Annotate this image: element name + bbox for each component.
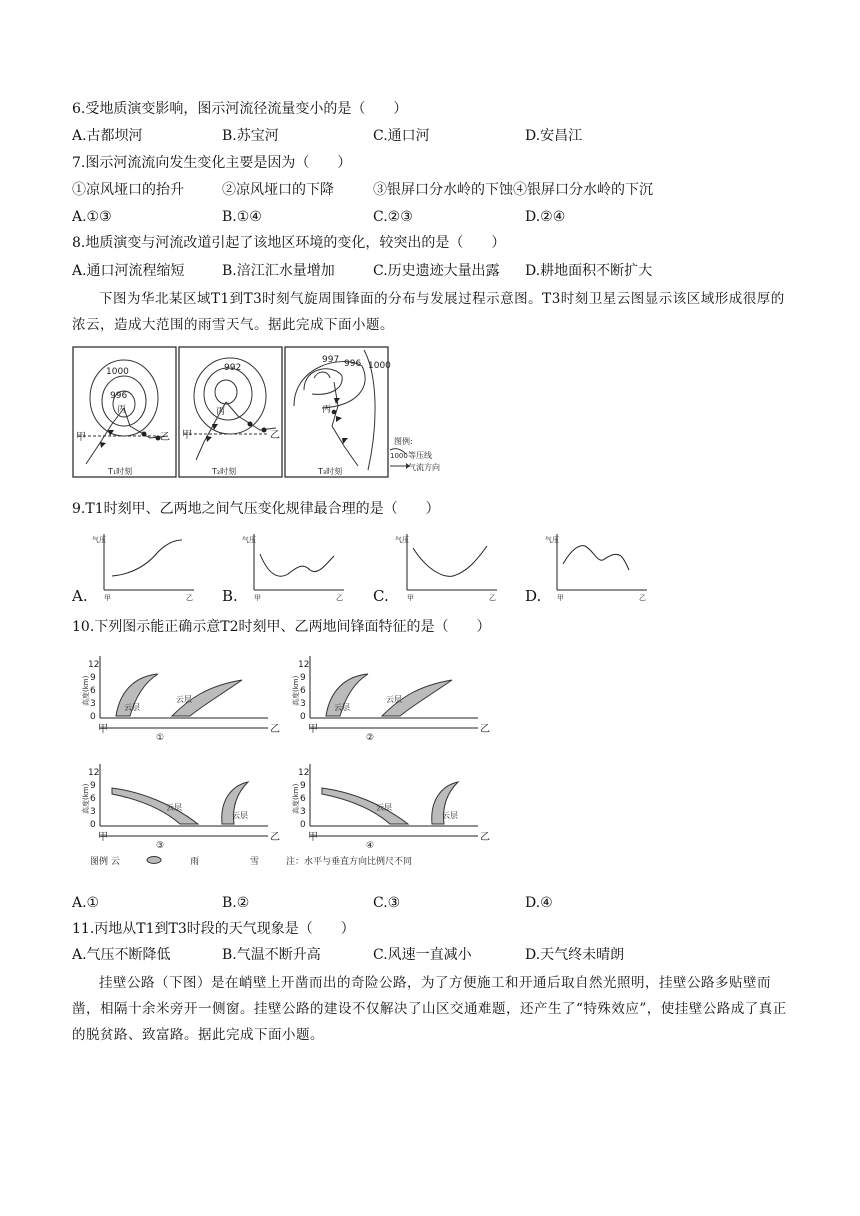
q8-stem: 8.地质演变与河流改道引起了该地区环境的变化，较突出的是（ ） — [72, 235, 506, 251]
place-label: 丙 — [216, 407, 226, 417]
svg-text:云层: 云层 — [124, 703, 140, 712]
svg-text:②: ② — [366, 733, 375, 743]
place-label: 乙 — [160, 432, 170, 443]
svg-text:云层: 云层 — [376, 803, 392, 812]
svg-text:乙: 乙 — [639, 594, 646, 602]
svg-text:③: ③ — [156, 841, 165, 851]
svg-text:0: 0 — [90, 820, 96, 830]
legend-wind: 气流方向 — [408, 463, 440, 472]
svg-text:云层: 云层 — [166, 803, 182, 812]
q9-option-a: A. — [72, 587, 88, 605]
q10-legend-rain: 雨 — [190, 857, 200, 867]
q9-option-b: B. — [222, 587, 238, 605]
svg-text:6: 6 — [90, 686, 96, 696]
legend-isobar-value: 1000 — [390, 452, 408, 460]
isobar-label: 1000 — [368, 361, 391, 371]
q11-option-c: C.风速一直减小 — [373, 947, 472, 963]
svg-text:高度(km): 高度(km) — [82, 675, 90, 706]
panel-label: T₁时刻 — [108, 467, 133, 476]
svg-text:0: 0 — [300, 712, 306, 722]
svg-text:乙: 乙 — [270, 832, 280, 843]
q8-option-d: D.耕地面积不断扩大 — [525, 263, 653, 279]
q11-option-b: B.气温不断升高 — [222, 947, 321, 963]
q11-option-a: A.气压不断降低 — [72, 947, 171, 963]
place-label: 丙 — [322, 405, 332, 415]
q6-option-d: D.安昌江 — [525, 128, 583, 144]
svg-text:12: 12 — [298, 768, 310, 778]
svg-text:6: 6 — [300, 686, 306, 696]
q11-stem: 11.丙地从T1到T3时段的天气现象是（ ） — [72, 921, 355, 937]
svg-text:甲: 甲 — [308, 832, 318, 843]
svg-text:3: 3 — [300, 807, 306, 817]
svg-text:乙: 乙 — [480, 724, 490, 735]
q9-option-c: C. — [373, 587, 389, 605]
q10-option-b: B.② — [222, 895, 250, 911]
q7-statement-1: ①凉风垭口的抬升 — [72, 182, 184, 198]
svg-text:乙: 乙 — [186, 594, 193, 602]
legend-isobar: 等压线 — [408, 451, 432, 460]
svg-text:气压: 气压 — [545, 536, 559, 544]
q8-option-b: B.涪江汇水量增加 — [222, 263, 335, 279]
isobar-label: 992 — [224, 363, 242, 373]
q8-option-c: C.历史遗迹大量出露 — [373, 263, 500, 279]
svg-text:甲: 甲 — [98, 724, 108, 735]
svg-text:甲: 甲 — [254, 594, 261, 602]
svg-text:高度(km): 高度(km) — [292, 675, 300, 706]
q7-option-c: C.②③ — [373, 209, 413, 225]
pressure-graph-a — [90, 530, 200, 602]
svg-text:3: 3 — [90, 699, 96, 709]
svg-text:①: ① — [156, 733, 165, 743]
front-profile-figure — [72, 650, 490, 870]
svg-text:甲: 甲 — [407, 594, 414, 602]
isobar-label: 1000 — [106, 367, 129, 377]
svg-text:气压: 气压 — [242, 536, 256, 544]
svg-text:12: 12 — [298, 660, 310, 670]
isobar-label: 996 — [110, 391, 128, 401]
isobar-label: 996 — [344, 359, 362, 369]
q7-statement-3: ③银屏口分水岭的下蚀④银屏口分水岭的下沉 — [373, 182, 653, 198]
legend-title: 图例: — [394, 437, 413, 446]
pressure-graph-b — [240, 530, 350, 602]
panel-label: T₃时刻 — [318, 467, 343, 476]
place-label: 甲 — [76, 432, 86, 443]
q7-option-b: B.①④ — [222, 209, 262, 225]
passage-cliff-road: 挂壁公路（下图）是在峭壁上开凿而出的奇险公路，为了方便施工和开通后取自然光照明，挂壁公路多贴壁而凿，相隔十余米旁开一侧窗。挂壁公路的建设不仅解决了山区交通难题，还产生了“特殊效应”，使挂壁公路成了真正的脱贫路、致富路。据此完成下面小题。 — [72, 975, 787, 1043]
q7-statement-2: ②凉风垭口的下降 — [222, 182, 334, 198]
svg-text:9: 9 — [90, 673, 96, 683]
svg-text:甲: 甲 — [557, 594, 564, 602]
q6-stem: 6.受地质演变影响，图示河流径流量变小的是（ ） — [72, 101, 408, 117]
svg-text:④: ④ — [366, 841, 375, 851]
q7-stem: 7.图示河流流向发生变化主要是因为（ ） — [72, 155, 352, 171]
svg-text:12: 12 — [88, 660, 100, 670]
q9-stem: 9.T1时刻甲、乙两地之间气压变化规律最合理的是（ ） — [72, 501, 440, 517]
svg-text:乙: 乙 — [336, 594, 343, 602]
cyclone-front-figure — [72, 346, 440, 482]
svg-text:6: 6 — [90, 794, 96, 804]
q11-option-d: D.天气终未晴朗 — [525, 947, 625, 963]
pressure-graph-c — [393, 530, 503, 602]
q10-note: 注：水平与垂直方向比例尺不同 — [286, 857, 413, 867]
svg-text:乙: 乙 — [489, 594, 496, 602]
q10-stem: 10.下列图示能正确示意T2时刻甲、乙两地间锋面特征的是（ ） — [72, 619, 491, 635]
q6-option-c: C.通口河 — [373, 128, 430, 144]
isobar-label: 997 — [322, 355, 340, 365]
svg-text:0: 0 — [300, 820, 306, 830]
svg-text:3: 3 — [300, 699, 306, 709]
svg-text:高度(km): 高度(km) — [82, 783, 90, 814]
svg-text:云层: 云层 — [232, 811, 248, 820]
q6-option-b: B.苏宝河 — [222, 128, 279, 144]
q10-option-c: C.③ — [373, 895, 401, 911]
svg-text:甲: 甲 — [308, 724, 318, 735]
svg-text:乙: 乙 — [270, 724, 280, 735]
q7-option-d: D.②④ — [525, 209, 566, 225]
place-label: 乙 — [270, 430, 280, 441]
svg-text:气压: 气压 — [92, 536, 106, 544]
svg-text:9: 9 — [300, 673, 306, 683]
svg-text:12: 12 — [88, 768, 100, 778]
passage-cyclone: 下图为华北某区域T1到T3时刻气旋周围锋面的分布与发展过程示意图。T3时刻卫星云图显示该区域形成很厚的浓云，造成大范围的雨雪天气。据此完成下面小题。 — [72, 291, 785, 333]
svg-text:高度(km): 高度(km) — [292, 783, 300, 814]
svg-text:0: 0 — [90, 712, 96, 722]
svg-text:甲: 甲 — [98, 832, 108, 843]
q7-option-a: A.①③ — [72, 209, 112, 225]
svg-text:云层: 云层 — [442, 811, 458, 820]
svg-text:9: 9 — [90, 781, 96, 791]
svg-text:气压: 气压 — [395, 536, 409, 544]
q10-legend: 图例 云 — [90, 857, 120, 867]
place-label: 丙 — [117, 405, 127, 415]
q8-option-a: A.通口河流程缩短 — [72, 263, 185, 279]
svg-text:6: 6 — [300, 794, 306, 804]
svg-text:云层: 云层 — [334, 703, 350, 712]
svg-text:3: 3 — [90, 807, 96, 817]
svg-text:云层: 云层 — [386, 695, 402, 704]
q10-option-d: D.④ — [525, 895, 553, 911]
panel-label: T₂时刻 — [212, 467, 237, 476]
place-label: 甲 — [182, 430, 192, 441]
q6-option-a: A.古都坝河 — [72, 128, 143, 144]
pressure-graph-d — [543, 530, 653, 602]
q10-legend-snow: 雪 — [250, 857, 260, 867]
svg-text:9: 9 — [300, 781, 306, 791]
q9-option-d: D. — [525, 587, 542, 605]
svg-text:云层: 云层 — [176, 695, 192, 704]
svg-text:甲: 甲 — [104, 594, 111, 602]
svg-text:乙: 乙 — [480, 832, 490, 843]
q10-option-a: A.① — [72, 895, 100, 911]
